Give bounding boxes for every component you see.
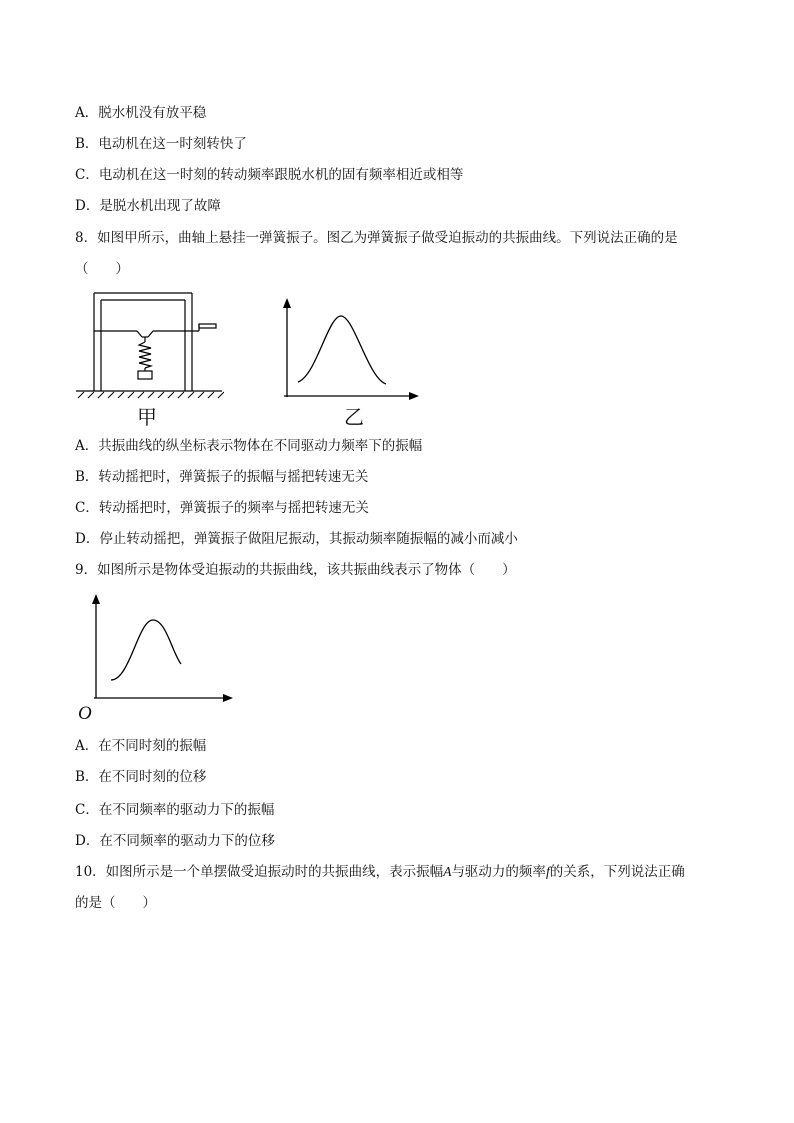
resonance-curve-q9: [86, 592, 236, 704]
q9-stem: 9．如图所示是物体受迫振动的共振曲线，该共振曲线表示了物体（ ）: [75, 562, 516, 578]
q7-option-c: C．电动机在这一时刻的转动频率跟脱水机的固有频率相近或相等: [75, 167, 464, 183]
q8-figure-b-label: 乙: [344, 405, 364, 429]
q9-origin-label: O: [78, 703, 92, 724]
q8-option-a: A．共振曲线的纵坐标表示物体在不同驱动力频率下的振幅: [75, 438, 423, 454]
q10-stem-part-3: 的关系，下列说法正确: [549, 864, 685, 880]
q9-option-d: D．在不同频率的驱动力下的位移: [75, 833, 275, 849]
q8-option-d: D．停止转动摇把，弹簧振子做阻尼振动，其振动频率随振幅的减小而减小: [75, 531, 518, 547]
q9-option-c: C．在不同频率的驱动力下的振幅: [75, 802, 275, 818]
q7-option-b: B．电动机在这一时刻转快了: [75, 136, 247, 152]
q8-figure-a: [74, 288, 224, 400]
resonance-curve-b: [276, 296, 422, 402]
q8-stem-blank: （ ）: [75, 261, 129, 277]
q9-option-a: A．在不同时刻的振幅: [75, 738, 207, 754]
q7-option-d: D．是脱水机出现了故障: [75, 198, 221, 214]
q8-option-b: B．转动摇把时，弹簧振子的振幅与摇把转速无关: [75, 469, 369, 485]
q9-figure: [86, 592, 236, 704]
q10-var-amplitude: A: [443, 864, 452, 879]
crank-spring-diagram: [74, 288, 224, 400]
q8-figure-a-label: 甲: [137, 405, 157, 429]
q10-var-frequency: f: [545, 864, 550, 879]
q10-stem-blank: 的是（ ）: [75, 895, 156, 911]
q8-figure-b: [276, 296, 422, 402]
q7-option-a: A．脱水机没有放平稳: [75, 105, 207, 121]
q10-stem-part-1: 10．如图所示是一个单摆做受迫振动时的共振曲线，表示振幅: [75, 864, 444, 880]
q10-stem-part-2: 与驱动力的频率: [451, 864, 546, 880]
q9-option-b: B．在不同时刻的位移: [75, 769, 207, 785]
q8-option-c: C．转动摇把时，弹簧振子的频率与摇把转速无关: [75, 500, 369, 516]
q10-stem: [75, 863, 685, 881]
q8-stem: 8．如图甲所示，曲轴上悬挂一弹簧振子。图乙为弹簧振子做受迫振动的共振曲线。下列说法正确的是: [75, 230, 678, 246]
